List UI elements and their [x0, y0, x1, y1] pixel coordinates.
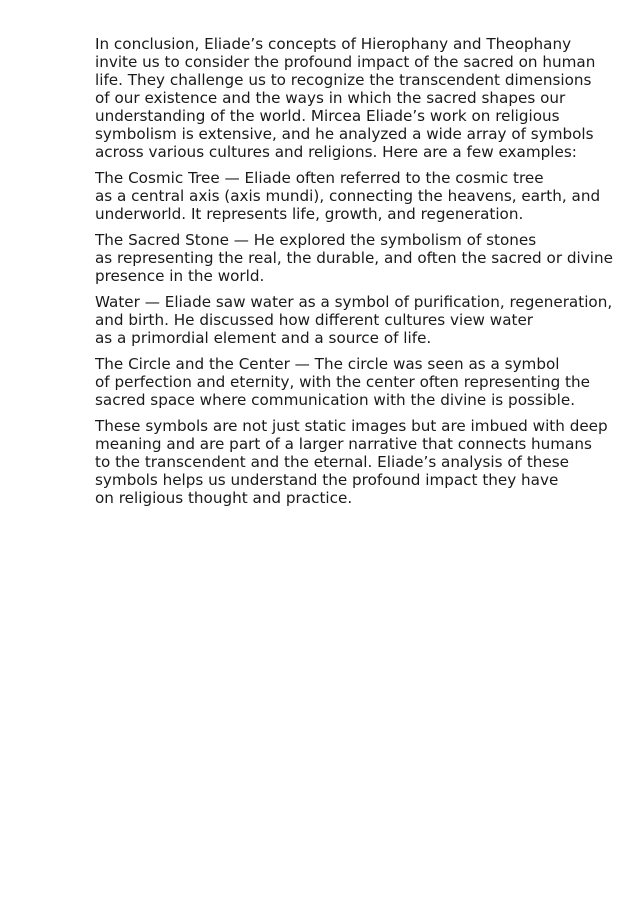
text-line: of our existence and the ways in which the sacred shapes our	[95, 89, 566, 107]
text-line: understanding of the world. Mircea Eliade’s work on religious	[95, 107, 560, 125]
paragraph-cosmic-tree	[95, 169, 620, 223]
text-line: on religious thought and practice.	[95, 489, 353, 507]
text-line: and birth. He discussed how different cultures view water	[95, 311, 534, 329]
text-line: In conclusion, Eliade’s concepts of Hierophany and Theophany	[95, 35, 572, 53]
text-line: of perfection and eternity, with the center often representing the	[95, 373, 590, 391]
paragraph-conclusion	[95, 35, 620, 161]
text-line: as a primordial element and a source of life.	[95, 329, 432, 347]
text-line: presence in the world.	[95, 267, 265, 285]
text-line: symbolism is extensive, and he analyzed a wide array of symbols	[95, 125, 594, 143]
paragraph-sacred-stone	[95, 231, 620, 285]
paragraph-circle-center	[95, 355, 620, 409]
text-line: meaning and are part of a larger narrative that connects humans	[95, 435, 592, 453]
text-line: The Circle and the Center — The circle was seen as a symbol	[95, 355, 560, 373]
text-line: underworld. It represents life, growth, and regeneration.	[95, 205, 524, 223]
text-line: to the transcendent and the eternal. Eliade’s analysis of these	[95, 453, 570, 471]
text-line: The Sacred Stone — He explored the symbolism of stones	[95, 231, 537, 249]
text-line: invite us to consider the profound impact of the sacred on human	[95, 53, 596, 71]
text-line: life. They challenge us to recognize the transcendent dimensions	[95, 71, 592, 89]
paragraph-symbols-meaning	[95, 417, 620, 507]
text-line: These symbols are not just static images but are imbued with deep	[95, 417, 608, 435]
text-line: as a central axis (axis mundi), connecting the heavens, earth, and	[95, 187, 601, 205]
text-line: Water — Eliade saw water as a symbol of purification, regeneration,	[95, 293, 613, 311]
paragraph-water	[95, 293, 620, 347]
text-line: The Cosmic Tree — Eliade often referred to the cosmic tree	[95, 169, 544, 187]
text-line: symbols helps us understand the profound impact they have	[95, 471, 559, 489]
document-body	[95, 35, 620, 515]
text-line: sacred space where communication with the divine is possible.	[95, 391, 576, 409]
text-line: as representing the real, the durable, and often the sacred or divine	[95, 249, 613, 267]
text-line: across various cultures and religions. Here are a few examples:	[95, 143, 577, 161]
